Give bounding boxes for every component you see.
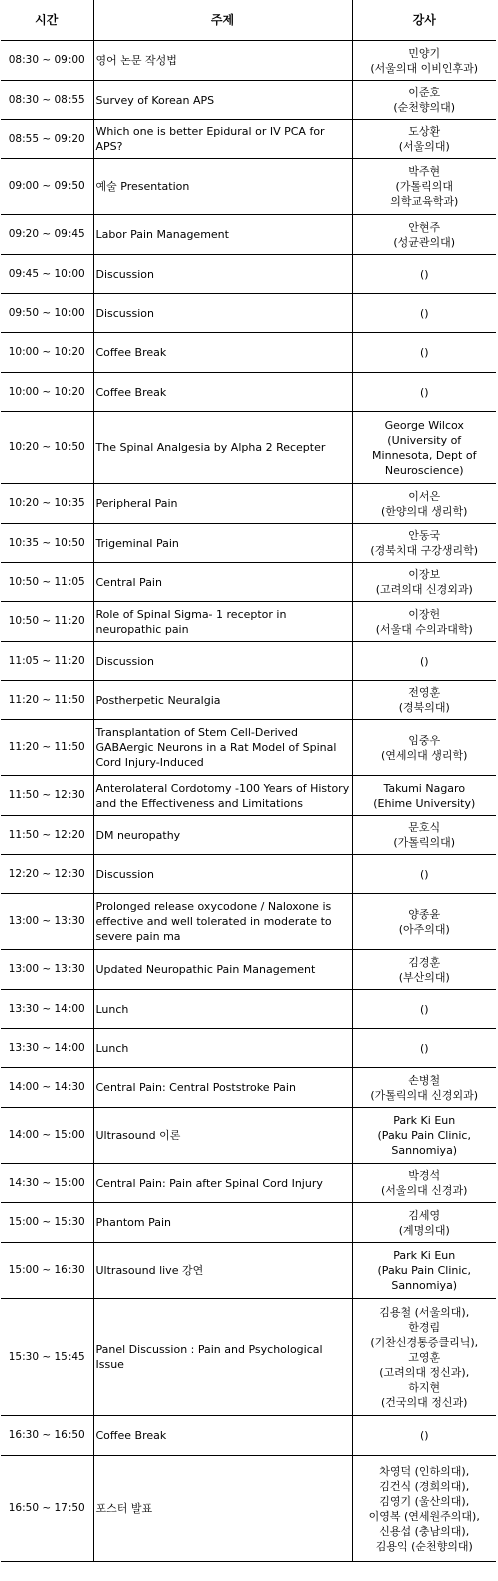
time-cell: 15:00 ~ 16:30 (1, 1243, 93, 1299)
topic-cell: Central Pain: Central Poststroke Pain (93, 1068, 352, 1108)
topic-cell: Lunch (93, 990, 352, 1029)
table-row (1, 159, 496, 215)
speaker-cell: 문호식 (가톨릭의대) (352, 816, 496, 855)
time-cell: 10:00 ~ 10:20 (1, 333, 93, 373)
speaker-cell: 임중우 (연세의대 생리학) (352, 720, 496, 776)
speaker-cell: () (352, 294, 496, 333)
table-row (1, 333, 496, 373)
table-row (1, 484, 496, 524)
time-cell: 16:30 ~ 16:50 (1, 1416, 93, 1456)
time-cell: 10:20 ~ 10:35 (1, 484, 93, 524)
time-cell: 10:50 ~ 11:20 (1, 602, 93, 642)
table-row (1, 816, 496, 855)
table-row (1, 1416, 496, 1456)
topic-cell: Discussion (93, 255, 352, 294)
time-cell: 13:00 ~ 13:30 (1, 894, 93, 950)
topic-cell: Coffee Break (93, 1416, 352, 1456)
topic-cell: Peripheral Pain (93, 484, 352, 524)
speaker-cell: Takumi Nagaro (Ehime University) (352, 776, 496, 816)
table-row (1, 990, 496, 1029)
speaker-cell: 이준호 (순천향의대) (352, 81, 496, 120)
speaker-cell: George Wilcox (University of Minnesota, Dept of Neuroscience) (352, 412, 496, 484)
speaker-cell: 이장헌 (서울대 수의과대학) (352, 602, 496, 642)
speaker-cell: () (352, 990, 496, 1029)
time-cell: 09:00 ~ 09:50 (1, 159, 93, 215)
time-cell: 10:35 ~ 10:50 (1, 524, 93, 563)
time-cell: 11:20 ~ 11:50 (1, 720, 93, 776)
speaker-cell: Park Ki Eun (Paku Pain Clinic, Sannomiya) (352, 1243, 496, 1299)
speaker-cell: () (352, 255, 496, 294)
time-cell: 16:50 ~ 17:50 (1, 1456, 93, 1562)
topic-cell: Panel Discussion : Pain and Psychological Issue (93, 1299, 352, 1416)
speaker-cell: 양종윤 (아주의대) (352, 894, 496, 950)
topic-cell: Central Pain (93, 563, 352, 602)
topic-cell: 포스터 발표 (93, 1456, 352, 1562)
table-row (1, 776, 496, 816)
table-row (1, 720, 496, 776)
topic-cell: Ultrasound 이론 (93, 1108, 352, 1164)
topic-cell: Which one is better Epidural or IV PCA for APS? (93, 120, 352, 159)
speaker-cell: 차영덕 (인하의대), 김건식 (경희의대), 김영기 (울산의대), 이영복 (연세원주의대), 신용섭 (충남의대), 김용익 (순천향의대) (352, 1456, 496, 1562)
time-cell: 11:05 ~ 11:20 (1, 642, 93, 681)
speaker-cell: 민양기 (서울의대 이비인후과) (352, 41, 496, 81)
header-time: 시간 (1, 0, 93, 41)
speaker-cell: 안현주 (성균관의대) (352, 215, 496, 255)
table-row (1, 1299, 496, 1416)
topic-cell: Central Pain: Pain after Spinal Cord Injury (93, 1164, 352, 1203)
speaker-cell: () (352, 333, 496, 373)
table-row (1, 1456, 496, 1562)
topic-cell: Postherpetic Neuralgia (93, 681, 352, 720)
speaker-cell: 김용철 (서울의대), 한경림 (기찬신경통증클리닉), 고영훈 (고려의대 정신과), 하지현 (건국의대 정신과) (352, 1299, 496, 1416)
speaker-cell: () (352, 1416, 496, 1456)
time-cell: 14:30 ~ 15:00 (1, 1164, 93, 1203)
time-cell: 11:20 ~ 11:50 (1, 681, 93, 720)
time-cell: 11:50 ~ 12:20 (1, 816, 93, 855)
time-cell: 10:00 ~ 10:20 (1, 373, 93, 412)
time-cell: 09:45 ~ 10:00 (1, 255, 93, 294)
speaker-cell: 김세영 (계명의대) (352, 1203, 496, 1243)
time-cell: 09:20 ~ 09:45 (1, 215, 93, 255)
schedule-table (1, 0, 496, 1562)
table-row (1, 602, 496, 642)
table-row (1, 855, 496, 894)
topic-cell: Prolonged release oxycodone / Naloxone is effective and well tolerated in moderate to severe pain ma (93, 894, 352, 950)
topic-cell: Anterolateral Cordotomy -100 Years of History and the Effectiveness and Limitations (93, 776, 352, 816)
header-row (1, 0, 496, 41)
table-row (1, 81, 496, 120)
topic-cell: Coffee Break (93, 373, 352, 412)
header-speaker: 강사 (352, 0, 496, 41)
table-row (1, 1108, 496, 1164)
time-cell: 10:50 ~ 11:05 (1, 563, 93, 602)
time-cell: 13:00 ~ 13:30 (1, 950, 93, 990)
speaker-cell: Park Ki Eun (Paku Pain Clinic, Sannomiya) (352, 1108, 496, 1164)
topic-cell: Ultrasound live 강연 (93, 1243, 352, 1299)
speaker-cell: 박경석 (서울의대 신경과) (352, 1164, 496, 1203)
table-row (1, 1203, 496, 1243)
schedule-body (1, 41, 496, 1562)
topic-cell: Coffee Break (93, 333, 352, 373)
time-cell: 13:30 ~ 14:00 (1, 1029, 93, 1068)
topic-cell: The Spinal Analgesia by Alpha 2 Recepter (93, 412, 352, 484)
speaker-cell: 안동국 (경북치대 구강생리학) (352, 524, 496, 563)
table-row (1, 41, 496, 81)
speaker-cell: 전영훈 (경북의대) (352, 681, 496, 720)
time-cell: 15:00 ~ 15:30 (1, 1203, 93, 1243)
time-cell: 10:20 ~ 10:50 (1, 412, 93, 484)
time-cell: 08:30 ~ 08:55 (1, 81, 93, 120)
table-row (1, 563, 496, 602)
speaker-cell: 이서은 (한양의대 생리학) (352, 484, 496, 524)
topic-cell: Discussion (93, 294, 352, 333)
speaker-cell: 박주현 (가톨릭의대 의학교육학과) (352, 159, 496, 215)
topic-cell: 예술 Presentation (93, 159, 352, 215)
topic-cell: 영어 논문 작성법 (93, 41, 352, 81)
speaker-cell: 이장보 (고려의대 신경외과) (352, 563, 496, 602)
topic-cell: Lunch (93, 1029, 352, 1068)
table-row (1, 255, 496, 294)
speaker-cell: () (352, 642, 496, 681)
table-row (1, 1243, 496, 1299)
table-row (1, 215, 496, 255)
topic-cell: Discussion (93, 855, 352, 894)
speaker-cell: () (352, 373, 496, 412)
speaker-cell: 도상환 (서울의대) (352, 120, 496, 159)
table-row (1, 412, 496, 484)
table-row (1, 294, 496, 333)
time-cell: 09:50 ~ 10:00 (1, 294, 93, 333)
time-cell: 15:30 ~ 15:45 (1, 1299, 93, 1416)
table-row (1, 373, 496, 412)
table-row (1, 1164, 496, 1203)
table-row (1, 1068, 496, 1108)
time-cell: 08:55 ~ 09:20 (1, 120, 93, 159)
table-row (1, 950, 496, 990)
table-row (1, 1029, 496, 1068)
time-cell: 11:50 ~ 12:30 (1, 776, 93, 816)
table-row (1, 524, 496, 563)
topic-cell: Discussion (93, 642, 352, 681)
table-row (1, 681, 496, 720)
table-row (1, 642, 496, 681)
topic-cell: Role of Spinal Sigma- 1 receptor in neuropathic pain (93, 602, 352, 642)
time-cell: 08:30 ~ 09:00 (1, 41, 93, 81)
table-row (1, 894, 496, 950)
topic-cell: Trigeminal Pain (93, 524, 352, 563)
topic-cell: Survey of Korean APS (93, 81, 352, 120)
time-cell: 14:00 ~ 14:30 (1, 1068, 93, 1108)
speaker-cell: 김경훈 (부산의대) (352, 950, 496, 990)
topic-cell: Transplantation of Stem Cell-Derived GABAergic Neurons in a Rat Model of Spinal Cord Injury-Induced (93, 720, 352, 776)
table-row (1, 120, 496, 159)
topic-cell: Updated Neuropathic Pain Management (93, 950, 352, 990)
speaker-cell: 손병철 (가톨릭의대 신경외과) (352, 1068, 496, 1108)
header-topic: 주제 (93, 0, 352, 41)
topic-cell: Phantom Pain (93, 1203, 352, 1243)
time-cell: 13:30 ~ 14:00 (1, 990, 93, 1029)
topic-cell: DM neuropathy (93, 816, 352, 855)
time-cell: 14:00 ~ 15:00 (1, 1108, 93, 1164)
speaker-cell: () (352, 1029, 496, 1068)
time-cell: 12:20 ~ 12:30 (1, 855, 93, 894)
speaker-cell: () (352, 855, 496, 894)
topic-cell: Labor Pain Management (93, 215, 352, 255)
